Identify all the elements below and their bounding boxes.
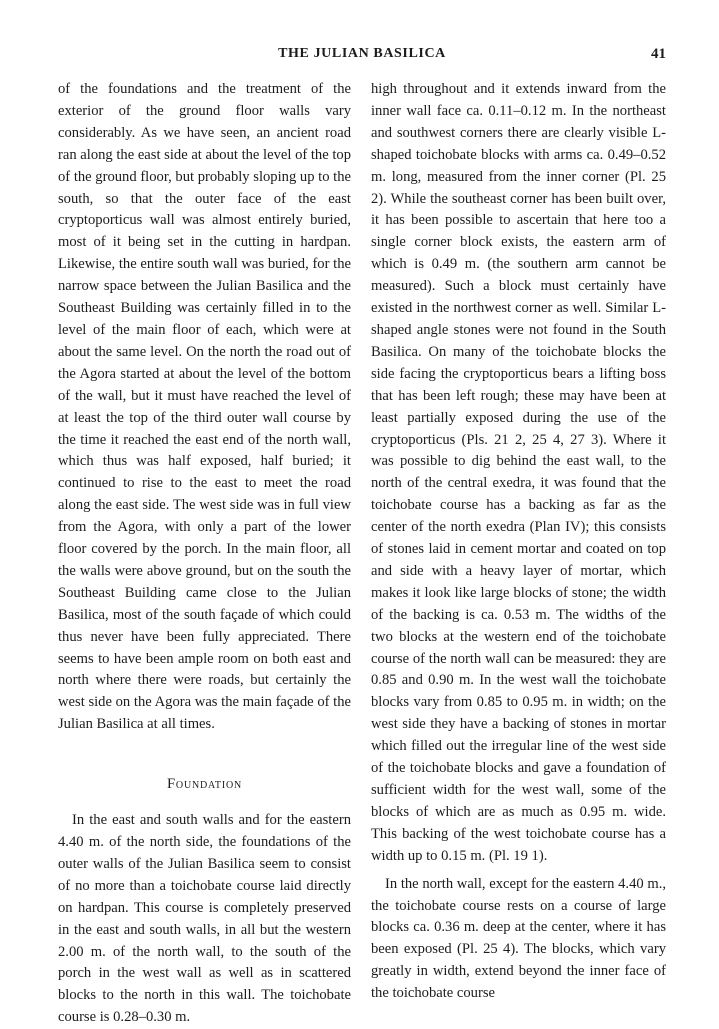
running-title: THE JULIAN BASILICA <box>278 46 446 61</box>
left-column <box>58 79 351 1029</box>
right-column <box>371 79 666 1005</box>
left-paragraph-2: In the east and south walls and for the eastern 4.40 m. of the north side, the foundations of the outer walls of the Julian Basilica seem to consist of no more than a toichobate course laid directly on hardpan. This course is completely preserved in the east and south walls, in all but the western 2.00 m. of the north wall, to the south of the porch in the west wall as well as in scattered blocks to the north in this wall. The toichobate course is 0.28–0.30 m. <box>58 812 351 1026</box>
right-paragraph-1: high throughout and it extends inward from the inner wall face ca. 0.11–0.12 m. In the northeast and southwest corners there are clearly visible L-shaped toichobate blocks with arms ca. 0.49–0.52 m. long, measured from the inner corner (Pl. 25 2). While the southeast corner has been built over, it has been possible to ascertain that here too a single corner block exists, the eastern arm of which is 0.49 m. (the southern arm cannot be measured). Such a block must certainly have existed in the northwest corner as well. Similar L-shaped angle stones were not found in the South Basilica. On many of the toichobate blocks the side facing the cryptoporticus bears a lifting boss that has been left rough; these may have been at least partially exposed during the use of the cryptoporticus (Pls. 21 2, 25 4, 27 3). Where it was possible to dig behind the east wall, to the north of the central exedra, it was found that the toichobate course has a backing as far as the center of the north exedra (Plan IV); this consists of stones laid in cement mortar and coated on top and side with a heavy layer of mortar, which makes it look like large blocks of stone; the width of the backing is ca. 0.53 m. The widths of the two blocks at the western end of the toichobate course of the north wall can be measured: they are 0.85 and 0.90 m. In the west wall the toichobate blocks vary from 0.85 to 0.95 m. in width; on the west side they have a backing of stones in mortar which filled out the irregular line of the west side of the toichobate blocks and gave a foundation of sufficient width for the west wall, some of the blocks of which are as much as 0.95 m. wide. This backing of the west toichobate course has a width up to 0.15 m. (Pl. 19 1). <box>371 81 666 864</box>
section-heading-foundation: Foundation <box>167 776 242 793</box>
page-header <box>58 46 666 68</box>
left-paragraph-1: of the foundations and the treatment of the exterior of the ground floor walls vary considerably. As we have seen, an ancient road ran along the east side at about the level of the top of the ground floor, but probably sloping up to the south, so that the outer face of the east cryptoporticus wall was almost entirely buried, most of it being set in the cutting in hardpan. Likewise, the entire south wall was buried, for the narrow space between the Julian Basilica and the Southeast Building was certainly filled in to the level of the main floor of each, which were at about the same level. On the north the road out of the Agora started at about the level of the bottom of the wall, but it must have reached the level of at least the top of the third outer wall course by the time it reached the east end of the north wall, which thus was half exposed, half buried; it continued to rise to the east to meet the road along the east side. The west side was in full view from the Agora, with only a part of the lower floor covered by the porch. In the main floor, all the walls were above ground, but on the south the Southeast Building came close to the Julian Basilica, most of the south façade of which could thus never have been fully appreciated. There seems to have been ample room on both east and north where there were roads, but certainly the west side on the Agora was the main façade of the Julian Basilica at all times. <box>58 81 351 733</box>
right-paragraph-2: In the north wall, except for the eastern 4.40 m., the toichobate course rests on a course of large blocks ca. 0.36 m. deep at the center, where it has been exposed (Pl. 25 4). The blocks, which vary greatly in width, extend beyond the inner face of the toichobate course <box>371 875 666 1002</box>
page-number: 41 <box>651 46 666 62</box>
